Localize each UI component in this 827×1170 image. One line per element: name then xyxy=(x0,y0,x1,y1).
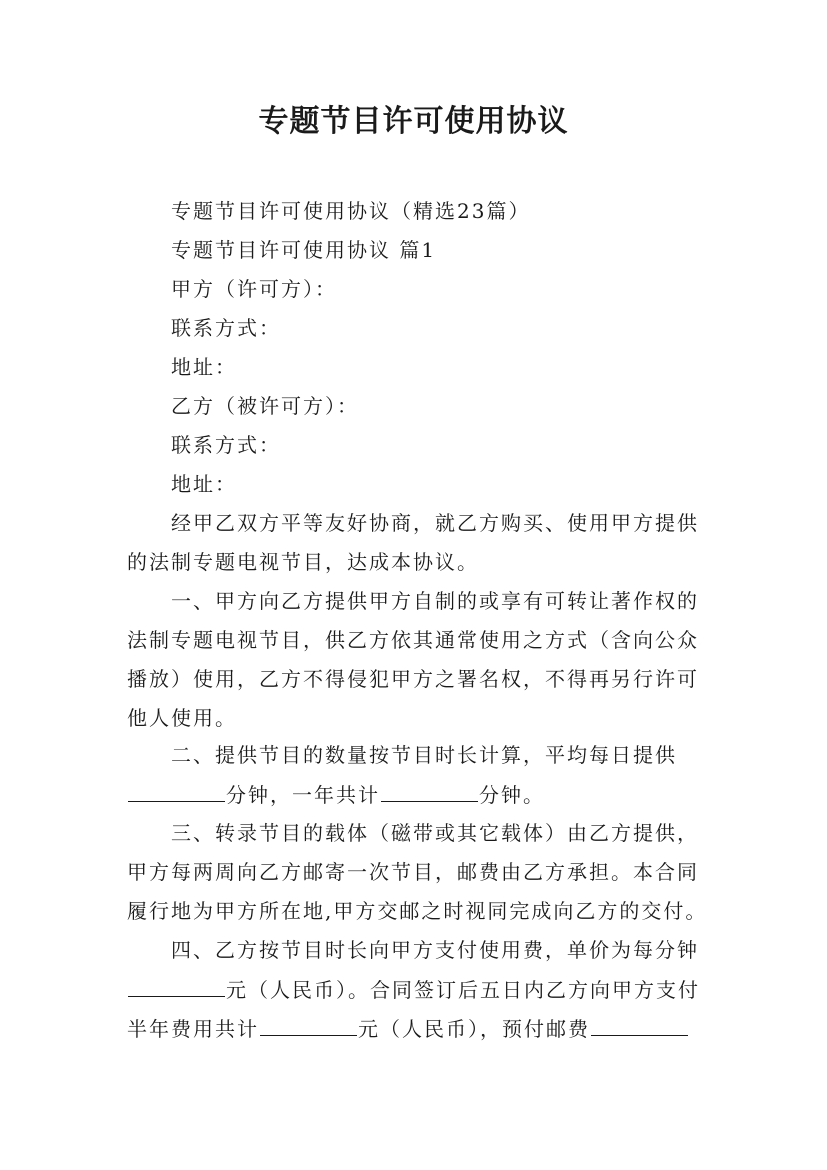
fill-in-blank xyxy=(128,779,225,802)
clause-1-line-3: 播放）使用，乙方不得侵犯甲方之署名权，不得再另行许可 xyxy=(127,667,699,691)
fill-in-blank xyxy=(260,1013,357,1036)
clause-1-line-4: 他人使用。 xyxy=(127,706,237,730)
party-b-contact: 联系方式： xyxy=(171,433,281,457)
fill-in-blank xyxy=(381,779,478,802)
clause-1-line-2: 法制专题电视节目，供乙方依其通常使用之方式（含向公众 xyxy=(127,628,699,652)
clause-4-text-b: 半年费用共计 xyxy=(127,1017,259,1041)
subtitle-line: 专题节目许可使用协议（精选23篇） xyxy=(171,199,531,223)
section-heading: 专题节目许可使用协议 篇1 xyxy=(171,238,437,262)
paragraph-intro-line-2: 的法制专题电视节目，达成本协议。 xyxy=(127,550,479,574)
document-title: 专题节目许可使用协议 xyxy=(258,104,569,139)
clause-4-line-2 xyxy=(127,974,700,1005)
clause-4-line-1: 四、乙方按节目时长向甲方支付使用费，单价为每分钟 xyxy=(171,938,699,962)
party-a-contact: 联系方式： xyxy=(171,316,281,340)
clause-3-line-2: 甲方每两周向乙方邮寄一次节目，邮费由乙方承担。本合同 xyxy=(127,860,699,884)
paragraph-intro-line-1: 经甲乙双方平等友好协商，就乙方购买、使用甲方提供 xyxy=(171,511,699,535)
clause-1-line-1: 一、甲方向乙方提供甲方自制的或享有可转让著作权的 xyxy=(171,589,699,613)
party-a-address: 地址： xyxy=(171,355,237,379)
clause-2-text-a: 分钟，一年共计 xyxy=(226,783,380,807)
clause-4-text-c: 元（人民币），预付邮费 xyxy=(358,1017,590,1041)
fill-in-blank xyxy=(591,1013,688,1036)
clause-3-line-1: 三、转录节目的载体（磁带或其它载体）由乙方提供， xyxy=(171,821,699,845)
fill-in-blank xyxy=(128,974,225,997)
clause-4-text-a: 元（人民币）。合同签订后五日内乙方向甲方支付 xyxy=(226,978,700,1002)
clause-4-line-3 xyxy=(127,1013,689,1044)
clause-2-line-1: 二、提供节目的数量按节目时长计算，平均每日提供 xyxy=(171,743,677,767)
clause-3-line-3: 履行地为甲方所在地,甲方交邮之时视同完成向乙方的交付。 xyxy=(127,899,708,923)
party-b-label: 乙方（被许可方）： xyxy=(171,394,359,418)
party-a-label: 甲方（许可方）： xyxy=(171,277,337,301)
party-b-address: 地址： xyxy=(171,472,237,496)
clause-2-line-2 xyxy=(127,779,545,810)
clause-2-text-b: 分钟。 xyxy=(479,783,545,807)
